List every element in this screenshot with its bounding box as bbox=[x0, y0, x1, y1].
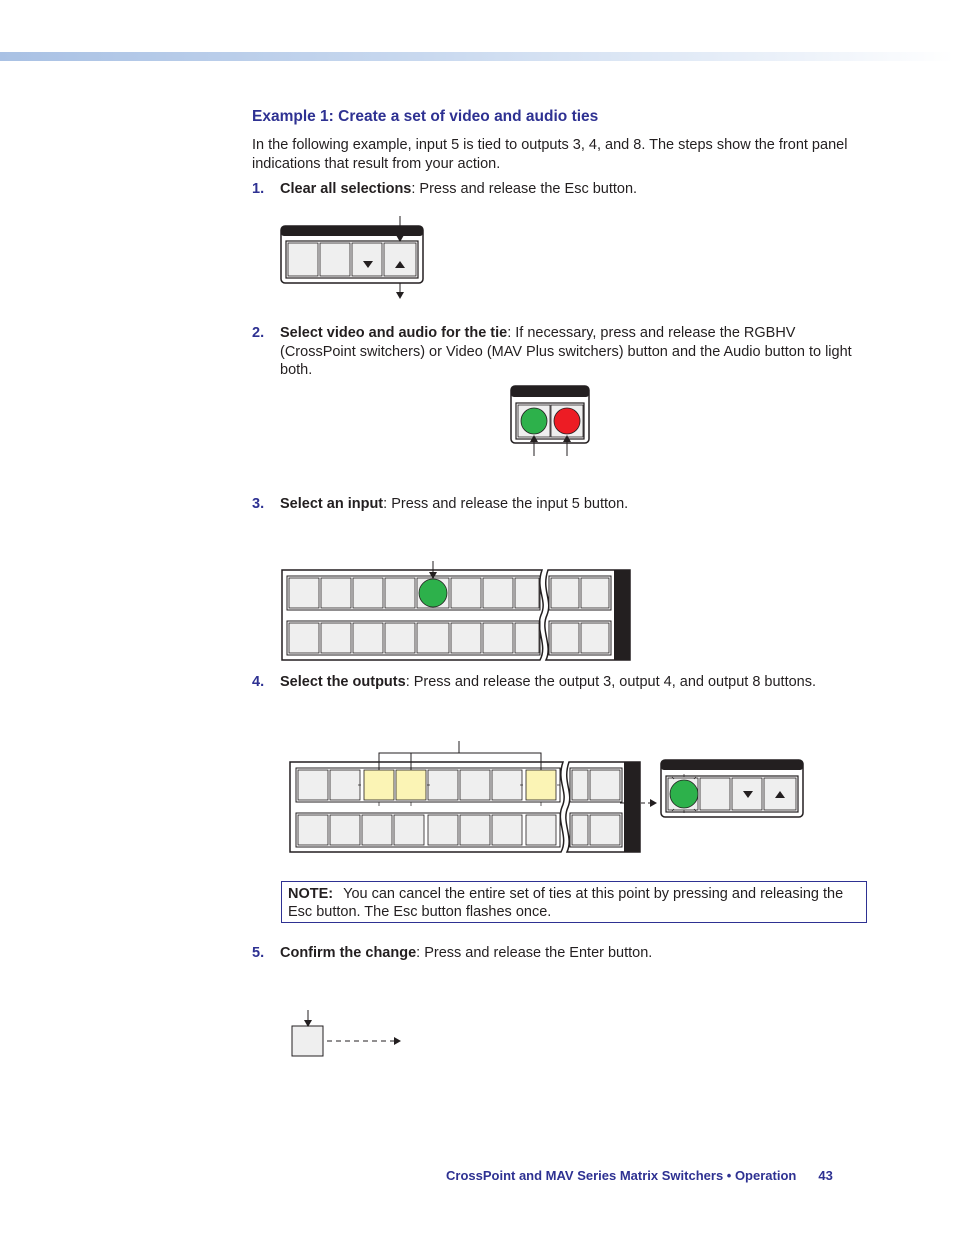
video-led bbox=[521, 408, 547, 434]
step-number: 1. bbox=[252, 181, 265, 197]
intro-paragraph: In the following example, input 5 is tied to outputs 3, 4, and 8. The steps show the front panel indications that result from your action. bbox=[252, 137, 848, 172]
esc-button[interactable] bbox=[352, 243, 382, 276]
audio-led bbox=[554, 408, 580, 434]
step-text: : If necessary, press and release the RGBHV (CrossPoint switchers) or Video (MAV Plus switchers) button and the Audio button to light both. bbox=[280, 325, 852, 378]
step-number: 4. bbox=[252, 674, 265, 690]
step-number: 2. bbox=[252, 325, 265, 341]
step-title: Confirm the change bbox=[280, 945, 417, 961]
figure-video-audio bbox=[511, 386, 589, 456]
page-number: 43 bbox=[818, 1168, 833, 1183]
step-text: : Press and release the output 3, output 4, and output 8 buttons. bbox=[405, 674, 817, 690]
figure-output-panel bbox=[290, 741, 803, 852]
enter-button[interactable] bbox=[292, 1026, 323, 1056]
figure-input-panel bbox=[282, 561, 630, 660]
step-text: : Press and release the Enter button. bbox=[416, 945, 653, 961]
figure-esc-panel bbox=[281, 216, 423, 298]
output-3-button[interactable] bbox=[364, 770, 394, 800]
step-title: Clear all selections bbox=[280, 181, 412, 197]
step-title: Select an input bbox=[280, 496, 384, 512]
section-heading: Example 1: Create a set of video and audio ties bbox=[252, 108, 599, 125]
step-title: Select video and audio for the tie bbox=[280, 325, 508, 341]
figure-enter-button bbox=[292, 1010, 400, 1056]
panel-button[interactable] bbox=[320, 243, 350, 276]
input-5-led bbox=[419, 579, 447, 607]
step-number: 3. bbox=[252, 496, 265, 512]
note-text: You can cancel the entire set of ties at this point by pressing and releasing the Esc button. The Esc button flashes once. bbox=[288, 886, 844, 920]
note-label: NOTE: bbox=[288, 886, 334, 902]
step-title: Select the outputs bbox=[280, 674, 406, 690]
footer-title: CrossPoint and MAV Series Matrix Switchers • Operation bbox=[446, 1168, 797, 1183]
output-4-button[interactable] bbox=[396, 770, 426, 800]
step-text: : Press and release the Esc button. bbox=[411, 181, 638, 197]
enter-button[interactable] bbox=[384, 243, 416, 276]
enter-led bbox=[670, 780, 698, 808]
step-text: : Press and release the input 5 button. bbox=[383, 496, 629, 512]
step-number: 5. bbox=[252, 945, 265, 961]
output-8-button[interactable] bbox=[526, 770, 556, 800]
panel-button[interactable] bbox=[288, 243, 318, 276]
